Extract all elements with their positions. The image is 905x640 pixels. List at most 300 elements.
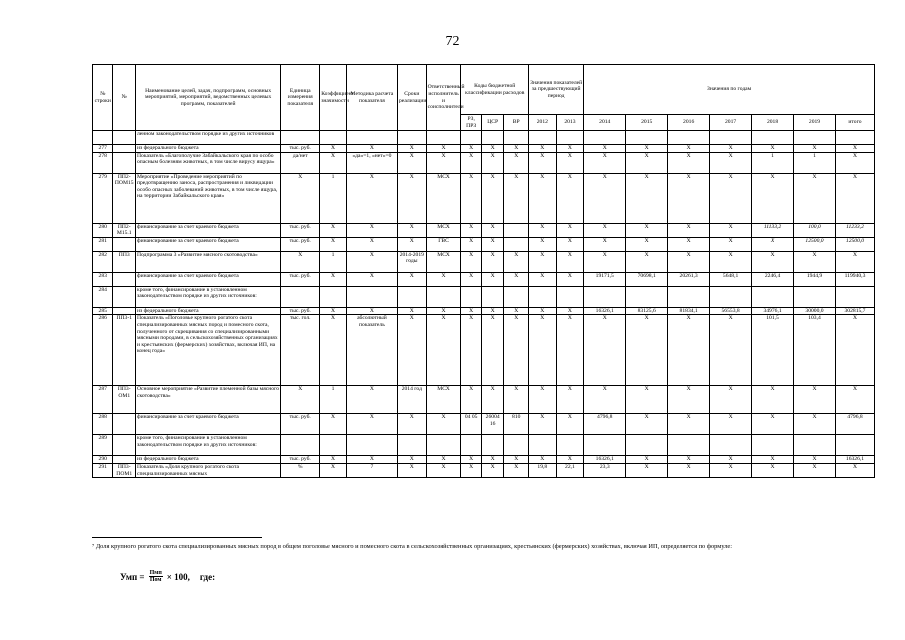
cell-y2019: X xyxy=(794,456,836,464)
cell-vr: X xyxy=(504,173,529,223)
cell-csr xyxy=(481,435,504,456)
cell-csr xyxy=(481,286,504,307)
cell-y2014: 19171,5 xyxy=(584,272,626,286)
cell-vr xyxy=(504,435,529,456)
cell-coef: X xyxy=(320,152,347,173)
cell-resp: X xyxy=(426,307,461,315)
cell-y2017: X xyxy=(710,173,752,223)
cell-total xyxy=(835,286,874,307)
cell-y2012: X xyxy=(529,145,557,153)
formula-denominator: Пом xyxy=(149,577,162,583)
cell-unit: тыс. руб. xyxy=(281,145,320,153)
cell-resp: МСХ xyxy=(426,251,461,272)
cell-vr: X xyxy=(504,463,529,477)
cell-y2012: X xyxy=(529,272,557,286)
cell-y2018 xyxy=(752,286,794,307)
cell-coef: X xyxy=(320,456,347,464)
cell-n xyxy=(93,131,113,145)
cell-y2013: X xyxy=(556,145,584,153)
cell-name: из федерального бюджета xyxy=(135,456,280,464)
cell-y2015: 83125,6 xyxy=(626,307,668,315)
cell-method: 7 xyxy=(346,463,397,477)
cell-csr: X xyxy=(481,145,504,153)
cell-y2015: X xyxy=(626,152,668,173)
cell-vr xyxy=(504,131,529,145)
cell-y2019: X xyxy=(794,173,836,223)
cell-y2018: 1 xyxy=(752,152,794,173)
header-values-by-year: Значения по годам xyxy=(584,65,875,115)
cell-y2013 xyxy=(556,435,584,456)
cell-n: 281 xyxy=(93,237,113,251)
cell-y2017: X xyxy=(710,223,752,237)
cell-vr xyxy=(504,237,529,251)
header-term: Сроки реализации xyxy=(397,65,426,131)
cell-unit: тыс. руб. xyxy=(281,456,320,464)
cell-y2014: X xyxy=(584,223,626,237)
cell-unit xyxy=(281,131,320,145)
table-row xyxy=(93,173,875,223)
cell-total xyxy=(835,131,874,145)
cell-y2012: 19,8 xyxy=(529,463,557,477)
cell-rz: X xyxy=(461,463,481,477)
cell-y2017: X xyxy=(710,251,752,272)
cell-y2018: X xyxy=(752,463,794,477)
cell-csr: X xyxy=(481,456,504,464)
cell-term xyxy=(397,435,426,456)
cell-rz xyxy=(461,131,481,145)
cell-y2018: X xyxy=(752,456,794,464)
cell-coef: X xyxy=(320,237,347,251)
cell-n: 280 xyxy=(93,223,113,237)
cell-coef: X xyxy=(320,223,347,237)
cell-csr: X xyxy=(481,152,504,173)
cell-name: Показатель «Доля крупного рогатого скота специализированных мясных xyxy=(135,463,280,477)
cell-vr: X xyxy=(504,272,529,286)
cell-y2016: X xyxy=(668,315,710,386)
table-row xyxy=(93,131,875,145)
cell-name: финансирование за счет краевого бюджета xyxy=(135,272,280,286)
cell-rz: 04 05 xyxy=(461,414,481,435)
cell-total: X xyxy=(835,145,874,153)
cell-method xyxy=(346,435,397,456)
cell-unit: тыс. руб. xyxy=(281,414,320,435)
header-rz: РЗ, ПРЗ xyxy=(461,115,481,131)
cell-resp: X xyxy=(426,463,461,477)
cell-term xyxy=(397,286,426,307)
cell-y2012: X xyxy=(529,315,557,386)
cell-n: 286 xyxy=(93,315,113,386)
cell-y2017: X xyxy=(710,414,752,435)
cell-vr: 810 xyxy=(504,414,529,435)
cell-y2017: X xyxy=(710,456,752,464)
cell-rz: X xyxy=(461,272,481,286)
header-2016: 2016 xyxy=(668,115,710,131)
cell-rz xyxy=(461,286,481,307)
cell-code: ПП3 xyxy=(113,251,136,272)
cell-csr: 26004 16 xyxy=(481,414,504,435)
header-previous-period: Значения показателей за предшествующий период xyxy=(529,65,584,115)
cell-y2016: 20261,3 xyxy=(668,272,710,286)
cell-method: X xyxy=(346,251,397,272)
cell-y2017: X xyxy=(710,315,752,386)
formula-numerator: Пмп xyxy=(149,570,162,576)
cell-vr: X xyxy=(504,315,529,386)
cell-method: X xyxy=(346,173,397,223)
cell-coef: X xyxy=(320,463,347,477)
cell-y2013: X xyxy=(556,414,584,435)
footnote-rule xyxy=(92,537,262,538)
table-row xyxy=(93,286,875,307)
cell-unit: % xyxy=(281,463,320,477)
cell-y2013: X xyxy=(556,173,584,223)
cell-method: абсолютный показатель xyxy=(346,315,397,386)
cell-term: X xyxy=(397,173,426,223)
cell-y2016: X xyxy=(668,456,710,464)
cell-method: X xyxy=(346,272,397,286)
cell-term: 2014 год xyxy=(397,386,426,414)
cell-method: «да»=1, «нет»=0 xyxy=(346,152,397,173)
cell-code xyxy=(113,272,136,286)
cell-name: финансирование за счет краевого бюджета xyxy=(135,237,280,251)
cell-n: 285 xyxy=(93,307,113,315)
cell-csr: X xyxy=(481,463,504,477)
cell-y2015: X xyxy=(626,456,668,464)
cell-y2014: X xyxy=(584,315,626,386)
cell-total: X xyxy=(835,463,874,477)
cell-y2018 xyxy=(752,131,794,145)
cell-unit: X xyxy=(281,386,320,414)
cell-total: X xyxy=(835,315,874,386)
cell-y2017: X xyxy=(710,463,752,477)
cell-vr: X xyxy=(504,152,529,173)
cell-resp: ГВС xyxy=(426,237,461,251)
table-row xyxy=(93,237,875,251)
cell-y2019: X xyxy=(794,414,836,435)
cell-y2015: X xyxy=(626,251,668,272)
cell-y2016 xyxy=(668,435,710,456)
cell-method: X xyxy=(346,414,397,435)
cell-y2018: X xyxy=(752,251,794,272)
cell-code xyxy=(113,286,136,307)
cell-n: 289 xyxy=(93,435,113,456)
table-row xyxy=(93,463,875,477)
cell-y2014: 16326,1 xyxy=(584,456,626,464)
cell-vr: X xyxy=(504,251,529,272)
cell-method: X xyxy=(346,386,397,414)
cell-resp: X xyxy=(426,456,461,464)
cell-code xyxy=(113,456,136,464)
cell-y2012: X xyxy=(529,223,557,237)
cell-y2019 xyxy=(794,131,836,145)
table-row xyxy=(93,414,875,435)
cell-total: 4796,8 xyxy=(835,414,874,435)
cell-y2013: X xyxy=(556,152,584,173)
cell-method xyxy=(346,131,397,145)
cell-total: X xyxy=(835,173,874,223)
cell-name: Показатель «Поголовье крупного рогатого скота специализированных мясных пород и помесного скота, полученного от скрещивания со специализированными мясными породами, в сельскохозяйственных организациях и крестьянских (фермерских) хозяйствах, включая ИП, на конец года» xyxy=(135,315,280,386)
cell-y2018: X xyxy=(752,145,794,153)
cell-term xyxy=(397,131,426,145)
cell-csr: X xyxy=(481,223,504,237)
cell-y2012 xyxy=(529,286,557,307)
cell-total: 302815,7 xyxy=(835,307,874,315)
cell-y2013 xyxy=(556,286,584,307)
header-csr: ЦСР xyxy=(481,115,504,131)
cell-unit: X xyxy=(281,173,320,223)
cell-resp: X xyxy=(426,152,461,173)
header-number: № xyxy=(113,65,136,131)
cell-y2017: 56553,8 xyxy=(710,307,752,315)
cell-unit: тыс. руб. xyxy=(281,307,320,315)
header-method: Методика расчета показателя xyxy=(346,65,397,131)
header-2019: 2019 xyxy=(794,115,836,131)
cell-rz: X xyxy=(461,251,481,272)
cell-y2015: X xyxy=(626,386,668,414)
cell-resp: X xyxy=(426,315,461,386)
cell-total: X xyxy=(835,152,874,173)
cell-csr xyxy=(481,131,504,145)
cell-y2019: 100,0 xyxy=(794,223,836,237)
cell-y2014: X xyxy=(584,386,626,414)
cell-resp: МСХ xyxy=(426,386,461,414)
cell-name: Основное мероприятие «Развитие племенной базы мясного скотоводства» xyxy=(135,386,280,414)
cell-code xyxy=(113,131,136,145)
cell-term: X xyxy=(397,152,426,173)
cell-y2014: X xyxy=(584,173,626,223)
cell-name: кроме того, финансирование в установленном законодательством порядке из других источников: xyxy=(135,286,280,307)
formula-lhs: Умп = xyxy=(120,571,145,582)
cell-rz: X xyxy=(461,237,481,251)
cell-y2012: X xyxy=(529,456,557,464)
cell-y2012: X xyxy=(529,307,557,315)
cell-total: 119940,3 xyxy=(835,272,874,286)
cell-resp xyxy=(426,131,461,145)
table-row xyxy=(93,386,875,414)
cell-y2015: X xyxy=(626,145,668,153)
cell-csr: X xyxy=(481,307,504,315)
cell-total: X xyxy=(835,386,874,414)
cell-y2018: X xyxy=(752,414,794,435)
cell-unit: тыс. руб. xyxy=(281,272,320,286)
cell-term: X xyxy=(397,237,426,251)
cell-y2016: X xyxy=(668,152,710,173)
cell-y2016: X xyxy=(668,251,710,272)
cell-y2015: X xyxy=(626,414,668,435)
header-budget-codes: Коды бюджетной классификации расходов xyxy=(461,65,529,115)
cell-y2012: X xyxy=(529,251,557,272)
cell-coef: 1 xyxy=(320,386,347,414)
cell-resp xyxy=(426,286,461,307)
table-row xyxy=(93,456,875,464)
cell-coef: X xyxy=(320,307,347,315)
cell-y2016 xyxy=(668,131,710,145)
cell-y2019: 103,4 xyxy=(794,315,836,386)
cell-y2016: X xyxy=(668,237,710,251)
cell-y2014: 16326,1 xyxy=(584,307,626,315)
footnote: ⁷ Доля крупного рогатого скота специализированных мясных пород в общем поголовье мясного и помесного скота в сельскохозяйственных организациях, крестьянских (фермерских) хозяйствах, включая ИП, определяется по формуле: xyxy=(92,543,733,550)
cell-coef xyxy=(320,131,347,145)
cell-y2017: X xyxy=(710,237,752,251)
cell-y2014: X xyxy=(584,251,626,272)
cell-method xyxy=(346,286,397,307)
cell-y2019: X xyxy=(794,145,836,153)
cell-y2015 xyxy=(626,131,668,145)
cell-code xyxy=(113,145,136,153)
formula-rhs: × 100, xyxy=(166,571,190,582)
cell-y2014: 4796,8 xyxy=(584,414,626,435)
cell-y2013: 22,1 xyxy=(556,463,584,477)
cell-csr: X xyxy=(481,251,504,272)
cell-y2016: X xyxy=(668,414,710,435)
cell-rz: X xyxy=(461,315,481,386)
cell-y2017: 5648,1 xyxy=(710,272,752,286)
cell-name: из федерального бюджета xyxy=(135,307,280,315)
cell-method: X xyxy=(346,237,397,251)
table-row xyxy=(93,145,875,153)
cell-n: 290 xyxy=(93,456,113,464)
cell-y2015 xyxy=(626,286,668,307)
cell-term: X xyxy=(397,414,426,435)
cell-coef: X xyxy=(320,315,347,386)
cell-y2018: 11133,2 xyxy=(752,223,794,237)
header-2018: 2018 xyxy=(752,115,794,131)
header-coefficient: Коэффициент значимости xyxy=(320,65,347,131)
cell-method: X xyxy=(346,145,397,153)
cell-y2016: X xyxy=(668,386,710,414)
formula-fraction xyxy=(149,570,163,583)
cell-vr: X xyxy=(504,386,529,414)
table-row xyxy=(93,315,875,386)
formula-where: где: xyxy=(199,571,216,582)
cell-csr: X xyxy=(481,315,504,386)
cell-vr: X xyxy=(504,145,529,153)
header-2014: 2014 xyxy=(584,115,626,131)
cell-coef: X xyxy=(320,145,347,153)
cell-term: 2014-2019 годы xyxy=(397,251,426,272)
cell-y2012: X xyxy=(529,173,557,223)
cell-total: 11233,2 xyxy=(835,223,874,237)
cell-total xyxy=(835,435,874,456)
cell-coef: 1 xyxy=(320,251,347,272)
cell-code xyxy=(113,307,136,315)
cell-n: 284 xyxy=(93,286,113,307)
cell-name: финансирование за счет краевого бюджета xyxy=(135,414,280,435)
cell-rz: X xyxy=(461,386,481,414)
cell-term: X xyxy=(397,463,426,477)
cell-y2017 xyxy=(710,286,752,307)
cell-y2015: X xyxy=(626,315,668,386)
cell-rz xyxy=(461,435,481,456)
cell-method: X xyxy=(346,456,397,464)
cell-y2016 xyxy=(668,286,710,307)
cell-vr xyxy=(504,286,529,307)
cell-rz: X xyxy=(461,223,481,237)
cell-rz: X xyxy=(461,456,481,464)
cell-rz: X xyxy=(461,145,481,153)
header-unit: Единица измерения показателя xyxy=(281,65,320,131)
cell-y2019: X xyxy=(794,463,836,477)
cell-coef xyxy=(320,435,347,456)
cell-unit xyxy=(281,435,320,456)
cell-name: из федерального бюджета xyxy=(135,145,280,153)
header-2017: 2017 xyxy=(710,115,752,131)
cell-unit: тыс. руб. xyxy=(281,237,320,251)
table-body xyxy=(93,131,875,478)
cell-coef: X xyxy=(320,272,347,286)
cell-y2019: X xyxy=(794,386,836,414)
cell-name: Мероприятие «Проведение мероприятий по предотвращению заноса, распространения и ликвидации особо опасных заболеваний животных, в том числе ящура, на территории Забайкальского края» xyxy=(135,173,280,223)
cell-n: 287 xyxy=(93,386,113,414)
cell-y2015: X xyxy=(626,223,668,237)
cell-y2012 xyxy=(529,131,557,145)
cell-y2016: X xyxy=(668,173,710,223)
cell-rz: X xyxy=(461,152,481,173)
cell-resp xyxy=(426,435,461,456)
cell-unit xyxy=(281,286,320,307)
cell-y2017 xyxy=(710,131,752,145)
cell-code xyxy=(113,414,136,435)
header-name: Наименование целей, задач, подпрограмм, основных мероприятий, мероприятий, ведомственных целевых программ, показателей xyxy=(135,65,280,131)
cell-y2013: X xyxy=(556,223,584,237)
cell-code xyxy=(113,152,136,173)
cell-unit: да/нет xyxy=(281,152,320,173)
header-2015: 2015 xyxy=(626,115,668,131)
cell-code: ПП3-ОМ1 xyxy=(113,386,136,414)
header-row-number: № строки xyxy=(93,65,113,131)
cell-y2014 xyxy=(584,131,626,145)
header-responsible: Ответственный исполнитель и соисполнители xyxy=(426,65,461,131)
cell-y2015: X xyxy=(626,463,668,477)
cell-code xyxy=(113,435,136,456)
cell-y2013: X xyxy=(556,307,584,315)
cell-unit: тыс. руб. xyxy=(281,223,320,237)
cell-vr xyxy=(504,223,529,237)
cell-vr: X xyxy=(504,307,529,315)
cell-resp: X xyxy=(426,272,461,286)
cell-y2017: X xyxy=(710,386,752,414)
cell-y2012 xyxy=(529,435,557,456)
cell-unit: X xyxy=(281,251,320,272)
cell-y2013: X xyxy=(556,456,584,464)
cell-y2019 xyxy=(794,435,836,456)
cell-y2018: 101,5 xyxy=(752,315,794,386)
cell-code: ПП2-ПОМ15 xyxy=(113,173,136,223)
cell-y2014: X xyxy=(584,145,626,153)
cell-y2017: X xyxy=(710,145,752,153)
cell-y2016: 81834,1 xyxy=(668,307,710,315)
cell-term: X xyxy=(397,456,426,464)
formula xyxy=(120,570,215,583)
cell-y2012: X xyxy=(529,152,557,173)
cell-y2018 xyxy=(752,435,794,456)
cell-resp: МСХ xyxy=(426,173,461,223)
indicators-table xyxy=(92,64,875,478)
table-row xyxy=(93,272,875,286)
cell-n: 278 xyxy=(93,152,113,173)
cell-name: финансирование за счет краевого бюджета xyxy=(135,223,280,237)
cell-y2014: X xyxy=(584,237,626,251)
table-row xyxy=(93,307,875,315)
cell-y2013: X xyxy=(556,386,584,414)
cell-method: X xyxy=(346,307,397,315)
cell-y2014 xyxy=(584,286,626,307)
cell-n: 279 xyxy=(93,173,113,223)
cell-y2018: 2246,4 xyxy=(752,272,794,286)
cell-y2014 xyxy=(584,435,626,456)
cell-method: X xyxy=(346,223,397,237)
cell-rz: X xyxy=(461,173,481,223)
cell-resp: X xyxy=(426,145,461,153)
